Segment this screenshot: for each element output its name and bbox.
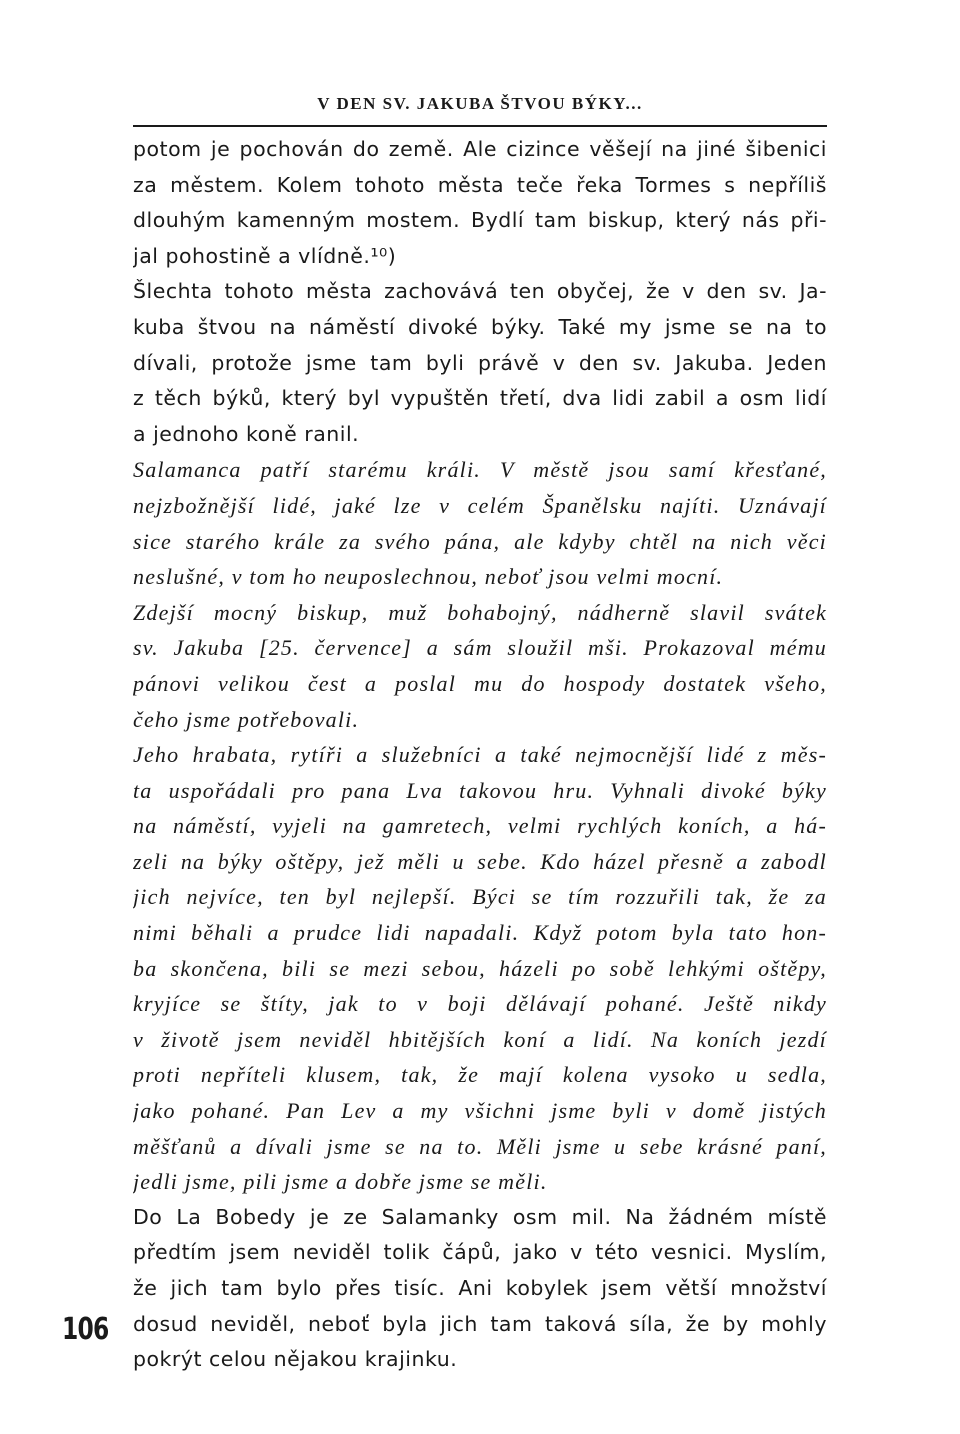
text-line: Šlechta tohoto města zachovává ten obyčej, že v den sv. Ja-	[133, 279, 827, 304]
text-line: za městem. Kolem tohoto města teče řeka Tormes s nepříliš	[133, 172, 827, 197]
paragraph	[133, 452, 827, 594]
text-line: kuba štvou na náměstí divoké býky. Také my jsme se na to	[133, 314, 827, 339]
text-line: Jeho hrabata, rytíři a služebníci a také nejmocnější lidé z měs-	[133, 742, 827, 768]
paragraph	[133, 595, 827, 737]
text-line: čeho jsme potřebovali.	[133, 706, 360, 732]
paragraph	[133, 132, 827, 274]
text-line: na náměstí, vyjeli na gamretech, velmi rychlých koních, a há-	[133, 813, 827, 839]
text-line: Zdejší mocný biskup, muž bohabojný, nádherně slavil svátek	[133, 599, 827, 625]
text-line: sv. Jakuba [25. července] a sám sloužil mši. Prokazoval mému	[133, 635, 827, 661]
text-line: předtím jsem neviděl tolik čápů, jako v této vesnici. Myslím,	[133, 1240, 827, 1265]
text-line: neslušné, v tom ho neuposlechnou, neboť jsou velmi mocní.	[133, 564, 724, 590]
text-line: jal pohostině a vlídně.¹⁰)	[133, 243, 397, 268]
text-line: a jednoho koně ranil.	[133, 421, 360, 446]
text-line: dosud neviděl, neboť byla jich tam taková síla, že by mohly	[133, 1311, 827, 1336]
text-line: dívali, protože jsme tam byli právě v den sv. Jakuba. Jeden	[133, 350, 827, 375]
paragraph	[133, 274, 827, 452]
text-line: jedli jsme, pili jsme a dobře jsme se měli.	[133, 1169, 548, 1195]
body-text	[133, 132, 827, 1378]
text-line: ba skončena, bili se mezi sebou, házeli po sobě lehkými oštěpy,	[133, 955, 827, 981]
text-line: kryjíce se štíty, jak to v boji dělávají pohané. Ještě nikdy	[133, 991, 827, 1017]
text-line: proti nepříteli klusem, tak, že mají kolena vysoko u sedla,	[133, 1062, 827, 1088]
text-line: potom je pochován do země. Ale cizince věšejí na jiné šibenici	[133, 137, 827, 161]
text-line: měšťanů a dívali jsme se na to. Měli jsme u sebe krásné paní,	[133, 1133, 827, 1159]
text-line: jich nejvíce, ten byl nejlepší. Býci se tím rozzuřili tak, že za	[133, 884, 827, 910]
text-line: zeli na býky oštěpy, jež měli u sebe. Kdo házel přesně a zabodl	[133, 848, 827, 874]
page-number: 106	[62, 1312, 109, 1347]
text-line: ta uspořádali pro pana Lva takovou hru. Vyhnali divoké býky	[133, 777, 827, 803]
text-line: dlouhým kamenným mostem. Bydlí tam biskup, který nás při-	[133, 208, 827, 233]
text-line: v životě jsem neviděl hbitějších koní a lidí. Na koních jezdí	[133, 1026, 827, 1052]
paragraph	[133, 737, 827, 1200]
text-line: z těch býků, který byl vypuštěn třetí, dva lidi zabil a osm lidí	[133, 386, 827, 411]
text-line: nimi běhali a prudce lidi napadali. Když potom byla tato hon-	[133, 920, 827, 946]
text-line: jako pohané. Pan Lev a my všichni jsme byli v domě jistých	[133, 1098, 827, 1124]
text-line: že jich tam bylo přes tisíc. Ani kobylek jsem větší množství	[133, 1276, 827, 1300]
text-line: sice starého krále za svého pána, ale kdyby chtěl na nich věci	[133, 528, 827, 554]
text-line: Salamanca patří starému králi. V městě jsou samí křesťané,	[133, 457, 827, 483]
text-line: Do La Bobedy je ze Salamanky osm mil. Na žádném místě	[133, 1204, 827, 1229]
running-head: V DEN SV. JAKUBA ŠTVOU BÝKY...	[317, 94, 643, 113]
header-rule	[133, 125, 827, 127]
text-line: pánovi velikou čest a poslal mu do hospody dostatek všeho,	[133, 670, 827, 696]
paragraph	[133, 1200, 827, 1378]
text-line: nejzbožnější lidé, jaké lze v celém Španělsku najíti. Uznávají	[133, 492, 827, 518]
text-line: pokrýt celou nějakou krajinku.	[133, 1347, 458, 1372]
